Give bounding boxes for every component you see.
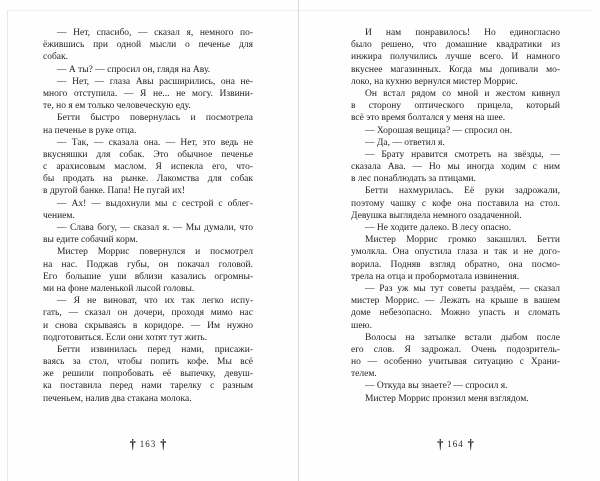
text-line: трела на отца и пробормотала извинения.: [351, 271, 520, 282]
book-spine: [298, 0, 299, 481]
text-line: же решили попробовать её выпечку, девуш-: [43, 369, 253, 380]
text-line: сказала Ава. — Но мы иногда ходим с ним: [351, 162, 560, 173]
text-line: в другой банке. Папа! Не пугай их!: [43, 186, 186, 197]
text-line: печеньем, налив два стакана молока.: [43, 393, 192, 404]
text-line: Мистер Моррис пронзил меня взглядом.: [365, 393, 529, 404]
text-line: Его большие уши вблизи казались огромны-: [43, 271, 253, 282]
text-line: Мистер Моррис повернулся и посмотрел: [57, 247, 253, 258]
text-line: локо, на кухню вернулся мистер Моррис.: [351, 76, 518, 87]
text-line: умолкла. Она опустила глаза и так и не дого-: [351, 247, 560, 258]
text-line: — Откуда вы знаете? — спросил я.: [365, 381, 508, 392]
text-line: — А ты? — спросил он, глядя на Аву.: [57, 64, 211, 75]
text-line: — Не ходите далеко. В лесу опасно.: [365, 223, 512, 233]
text-line: вкуснее магазинных. Когда мы допивали мо-: [351, 64, 560, 75]
text-line: но — особенно учитывая ситуацию с Храни-: [351, 357, 560, 368]
text-line: мистер Моррис. — Лежать на крыше в вашем: [351, 296, 560, 307]
text-line: поэтому чашку с кофе она поставила на стол.: [351, 198, 560, 209]
text-line: те, но я ем только человеческую еду.: [43, 101, 191, 112]
text-line: Мистер Моррис громко закашлял. Бетти: [365, 235, 560, 246]
text-line: — Да, — ответил я.: [365, 137, 445, 148]
text-line: гать, — сказал он дочери, проходя мимо нас: [43, 308, 253, 319]
right-page-footer: [351, 436, 560, 452]
text-line: Бетти быстро повернулась и посмотрела: [57, 113, 253, 124]
text-line: — Хорошая вещица? — спросил он.: [365, 125, 513, 136]
left-page-text: [43, 27, 253, 405]
text-line: Он встал рядом со мной и жестом кивнул: [365, 88, 560, 99]
page-number: 164: [447, 439, 464, 449]
text-line: — Ах! — выдохнули мы с сестрой с облег-: [57, 198, 253, 209]
text-line: было решено, что домашние квадратики из: [351, 40, 560, 51]
text-line: Бетти извинилась перед нами, присажи-: [57, 344, 253, 355]
text-line: на нас. Поджав губы, он покачал головой.: [43, 259, 253, 270]
text-line: — Так, — сказала она. — Нет, это ведь не: [57, 137, 253, 148]
text-line: и снова скрываясь в коридоре. — Им нужно: [43, 320, 253, 331]
text-line: его слов. Я задрожал. Очень подозритель-: [351, 344, 560, 355]
text-line: — Брату нравится смотреть на звёзды, —: [365, 149, 560, 160]
text-line: инжира получились лучше всего. И намного: [351, 52, 560, 63]
text-line: — Нет, спасибо, — сказал я, немного по-: [57, 28, 253, 38]
text-line: всё это время болтался у меня на шее.: [351, 113, 506, 124]
text-line: чением.: [43, 210, 75, 221]
text-line: Бетти нахмурилась. Её руки задрожали,: [365, 186, 560, 197]
text-line: вкусняшки для собак. Это обычное печенье: [43, 149, 253, 160]
text-line: ворила. Подняв взгляд обратно, она посмо-: [351, 259, 560, 270]
dagger-ornament-icon: †: [129, 435, 136, 453]
text-line: И нам понравилось! Но единогласно: [365, 28, 560, 38]
page-left-edge: [7, 10, 8, 481]
text-line: Волосы на затылке встали дыбом после: [365, 332, 560, 343]
text-line: — Слава богу, — сказал я. — Мы думали, что: [57, 223, 253, 233]
text-line: собак.: [43, 52, 69, 63]
text-line: — Я не виноват, что их так легко испу-: [57, 296, 253, 307]
text-line: на печенье в руке отца.: [43, 125, 137, 136]
text-line: шею.: [351, 320, 373, 331]
text-line: — Раз уж мы тут советы раздаём, — сказал: [365, 283, 560, 294]
page-top-edge: [7, 10, 592, 11]
text-line: телем.: [351, 369, 377, 380]
text-line: доме небезопасно. Можно упасть и сломать: [351, 308, 560, 319]
text-line: — Нет, — глаза Авы расширились, она не-: [57, 76, 253, 87]
text-line: Девушка выглядела немного озадаченной.: [351, 210, 522, 221]
text-line: ка поставила перед нами тарелку с разным: [43, 381, 253, 392]
dagger-ornament-icon: †: [160, 435, 167, 453]
text-line: бы продать на рынке. Лакомства для собак: [43, 174, 253, 185]
dagger-ornament-icon: †: [467, 435, 474, 453]
text-line: в лес понаблюдать за птицами.: [351, 174, 476, 185]
right-page-text: [351, 27, 560, 405]
page-number: 163: [139, 439, 157, 449]
text-line: подготовиться. Если они хотят тут жить.: [43, 332, 208, 343]
dagger-ornament-icon: †: [437, 435, 444, 453]
text-line: с арахисовым маслом. Я испекла его, что-: [43, 162, 253, 173]
text-line: ваясь за стол, чтобы попить кофе. Мы всё: [43, 357, 253, 368]
text-line: ёжившись при одной мысли о печенье для: [43, 40, 253, 51]
text-line: в сторону оптического прицела, который: [351, 101, 560, 112]
left-page-footer: [43, 436, 253, 452]
text-line: вы едите собачий корм.: [43, 235, 138, 246]
text-line: ми на фоне маленькой лысой головы.: [43, 283, 195, 294]
text-line: много отступила. — Я не... не могу. Извини-: [43, 88, 253, 99]
